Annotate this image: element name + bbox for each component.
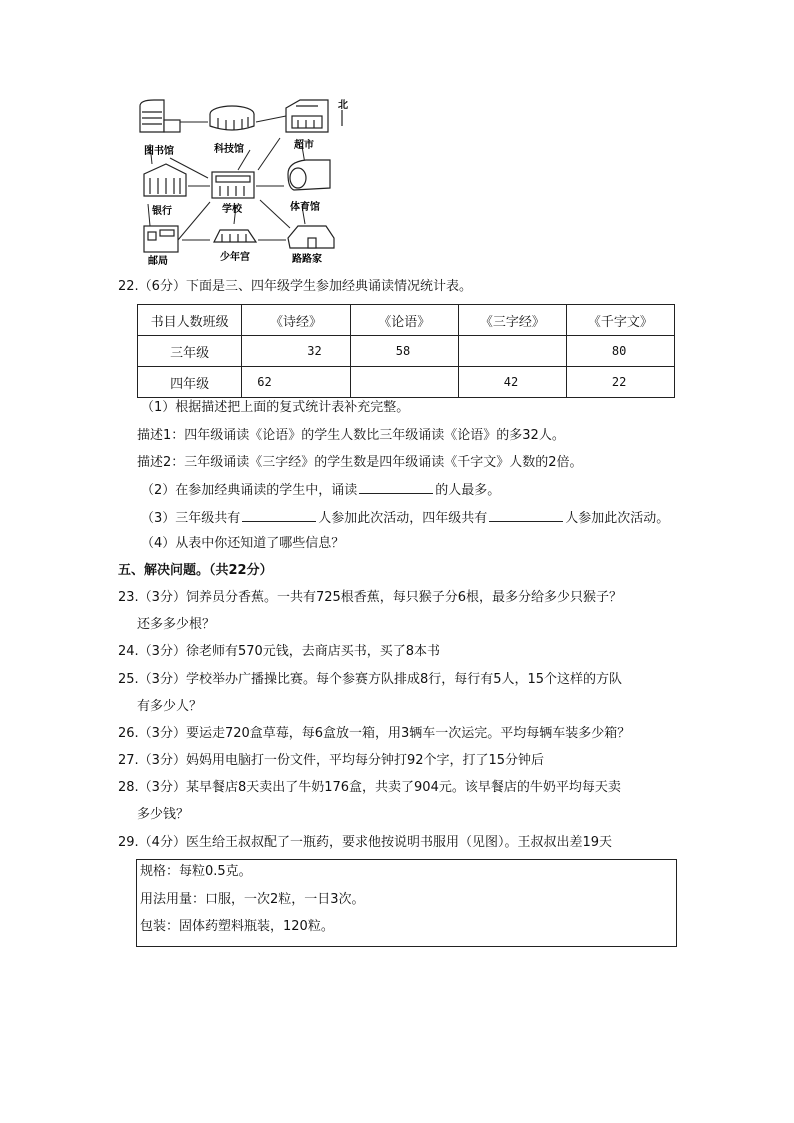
map-label-post-office: 邮局	[148, 256, 168, 267]
q22-sub2	[141, 481, 500, 499]
q29: 29.（4分）医生给王叔叔配了一瓶药，要求他按说明书服用（见图）。王叔叔出差19天	[118, 835, 612, 850]
school-icon	[212, 172, 254, 198]
q22-sub3-text-b: 人参加此次活动，四年级共有	[318, 511, 488, 526]
q23-line1: 23.（3分）饲养员分香蕉。一共有725根香蕉，每只猴子分6根，最多分给多少只猴子？	[118, 590, 623, 605]
q28-line1: 28.（3分）某早餐店8天卖出了牛奶176盒，共卖了904元。该早餐店的牛奶平均每天卖	[118, 780, 621, 795]
house-icon	[288, 226, 334, 248]
q22-sub2-text-b: 的人最多。	[435, 483, 501, 498]
table-cell[interactable]	[350, 367, 458, 398]
medicine-instructions-box	[136, 859, 677, 947]
q22-desc1: 描述1：四年级诵读《论语》的学生人数比三年级诵读《论语》的多32人。	[137, 428, 565, 443]
map-label-bank: 银行	[152, 206, 172, 217]
q23-line2: 还多多少根？	[137, 617, 216, 632]
q22-sub2-text-a: （2）在参加经典诵读的学生中，诵读	[141, 483, 358, 498]
table-cell: 四年级	[138, 367, 242, 398]
map-diagram	[130, 92, 360, 282]
table-row	[138, 367, 675, 398]
table-header-row	[138, 305, 675, 336]
map-label-north: 北	[338, 100, 348, 111]
q25-line1: 25.（3分）学校举办广播操比赛。每个参赛方队排成8行，每行有5人，15个这样的方队	[118, 672, 623, 687]
q22-sub3-text-c: 人参加此次活动。	[565, 511, 670, 526]
map-label-school: 学校	[222, 204, 242, 215]
q26: 26.（3分）要运走720盒草莓，每6盒放一箱，用3辆车一次运完。平均每辆车装多少箱？	[118, 726, 631, 741]
q28-line2: 多少钱？	[137, 807, 190, 822]
table-header-cell: 《诗经》	[242, 305, 350, 336]
science-museum-icon	[210, 106, 254, 130]
q27: 27.（3分）妈妈用电脑打一份文件，平均每分钟打92个字，打了15分钟后	[118, 753, 545, 768]
map-label-science-museum: 科技馆	[214, 144, 244, 155]
q25-line2: 有多少人？	[137, 699, 203, 714]
q22-sub1: （1）根据描述把上面的复式统计表补充完整。	[141, 400, 410, 415]
instruction-usage: 用法用量：口服，一次2粒，一日3次。	[140, 892, 365, 907]
table-header-cell: 《三字经》	[458, 305, 566, 336]
map-label-youth-palace: 少年宫	[220, 252, 250, 263]
table-cell: 42	[458, 367, 566, 398]
table-cell: 58	[350, 336, 458, 367]
map-label-library: 图书馆	[144, 146, 174, 157]
supermarket-icon	[286, 100, 328, 132]
answer-blank[interactable]	[242, 509, 316, 522]
table-row	[138, 336, 675, 367]
youth-palace-icon	[214, 230, 256, 242]
section-heading: 五、解决问题。（共22分）	[118, 563, 273, 578]
instruction-pack: 包装：固体药塑料瓶装，120粒。	[140, 919, 334, 934]
post-office-icon	[144, 226, 178, 252]
reading-stats-table	[137, 304, 675, 398]
table-cell: 22	[566, 367, 674, 398]
bank-icon	[144, 164, 186, 196]
table-cell[interactable]	[458, 336, 566, 367]
table-cell: 三年级	[138, 336, 242, 367]
q22-desc2: 描述2：三年级诵读《三字经》的学生数是四年级诵读《千字文》人数的2倍。	[137, 455, 583, 470]
table-header-cell: 《千字文》	[566, 305, 674, 336]
gym-icon	[288, 160, 330, 190]
table-cell: 32	[242, 336, 350, 367]
library-icon	[140, 100, 180, 132]
map-label-supermarket: 超市	[294, 140, 314, 151]
instruction-spec: 规格：每粒0.5克。	[140, 864, 252, 879]
table-cell: 62	[242, 367, 350, 398]
q22-title: 22.（6分）下面是三、四年级学生参加经典诵读情况统计表。	[118, 279, 472, 294]
q22-sub3	[141, 509, 669, 527]
answer-blank[interactable]	[489, 509, 563, 522]
table-header-cell: 书目人数班级	[138, 305, 242, 336]
map-label-gym: 体育馆	[290, 202, 320, 213]
map-label-lulu-home: 路路家	[292, 254, 322, 265]
answer-blank[interactable]	[359, 481, 433, 494]
q24: 24.（3分）徐老师有570元钱，去商店买书，买了8本书	[118, 644, 441, 659]
q22-sub3-text-a: （3）三年级共有	[141, 511, 241, 526]
table-cell: 80	[566, 336, 674, 367]
table-header-cell: 《论语》	[350, 305, 458, 336]
q22-sub4: （4）从表中你还知道了哪些信息？	[141, 536, 345, 551]
